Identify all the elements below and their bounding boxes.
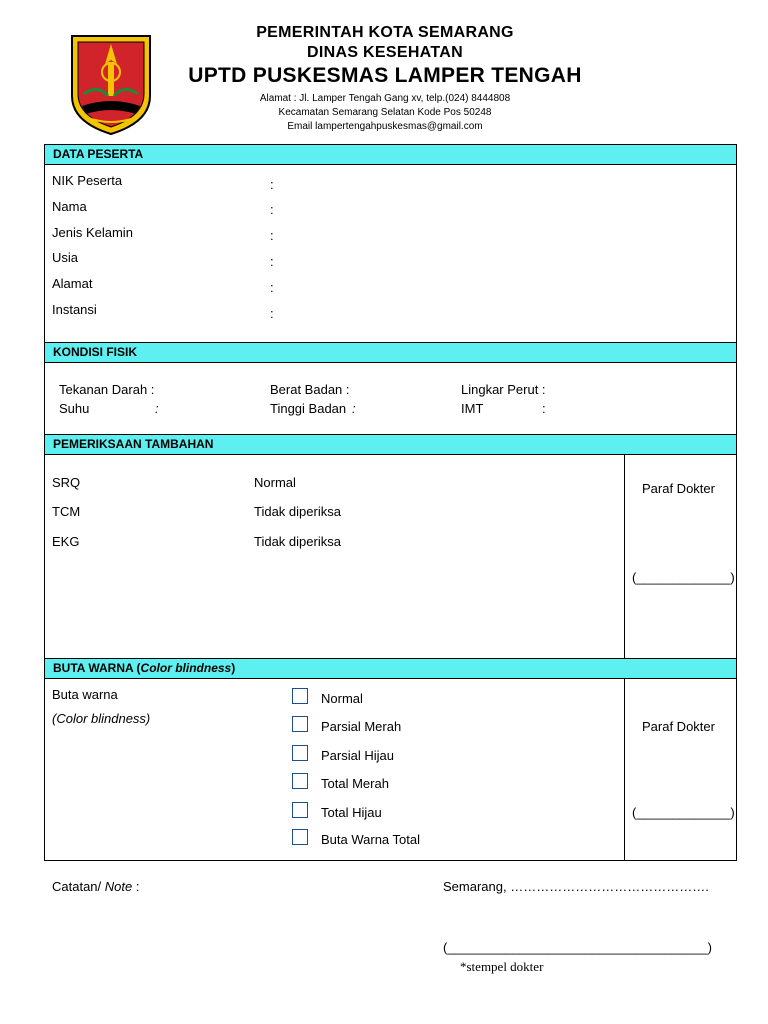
field-label-usia: Usia xyxy=(52,250,79,265)
buta-warna-label: Buta warna xyxy=(52,687,118,702)
label-tinggi-badan: Tinggi Badan xyxy=(270,401,347,416)
field-label-jenis-kelamin: Jenis Kelamin xyxy=(52,225,133,240)
checkbox-total-merah[interactable] xyxy=(292,773,308,789)
field-colon-usia: : xyxy=(270,254,274,269)
divider-paraf-pemeriksaan xyxy=(624,455,625,658)
field-label-nik: NIK Peserta xyxy=(52,173,123,188)
section-pemeriksaan-header: PEMERIKSAAN TAMBAHAN xyxy=(44,434,737,455)
label-berat-badan: Berat Badan : xyxy=(270,382,350,397)
stempel-dokter-note: *stempel dokter xyxy=(460,959,544,974)
checkbox-buta-warna-total[interactable] xyxy=(292,829,308,845)
exam-value-tcm: Tidak diperiksa xyxy=(254,504,341,519)
field-colon-nik: : xyxy=(270,177,274,192)
exam-label-ekg: EKG xyxy=(52,534,80,549)
buta-warna-title-suffix: ) xyxy=(231,661,236,675)
option-total-hijau: Total Hijau xyxy=(321,805,382,820)
option-parsial-hijau: Parsial Hijau xyxy=(321,748,394,763)
field-colon-alamat: : xyxy=(270,280,274,295)
colon-imt: : xyxy=(542,401,546,416)
header-email: Email lampertengahpuskesmas@gmail.com xyxy=(287,121,483,132)
buta-warna-title-italic: Color blindness xyxy=(140,661,232,675)
label-tekanan-darah: Tekanan Darah : xyxy=(59,382,155,397)
checkbox-normal[interactable] xyxy=(292,688,308,704)
section-data-peserta-header: DATA PESERTA xyxy=(44,144,737,165)
catatan-colon: : xyxy=(132,879,140,894)
header-agency: DINAS KESEHATAN xyxy=(307,44,463,61)
exam-label-srq: SRQ xyxy=(52,475,81,490)
section-kondisi-fisik-header: KONDISI FISIK xyxy=(44,342,737,363)
divider-paraf-buta-warna xyxy=(624,679,625,861)
checkbox-total-hijau[interactable] xyxy=(292,802,308,818)
exam-value-srq: Normal xyxy=(254,475,296,490)
catatan-text: Catatan/ xyxy=(52,879,105,894)
section-buta-warna-header xyxy=(44,658,737,679)
header-institution: UPTD PUSKESMAS LAMPER TENGAH xyxy=(188,64,582,87)
buta-warna-label-en: (Color blindness) xyxy=(52,711,151,726)
label-imt: IMT xyxy=(461,401,484,416)
label-lingkar-perut: Lingkar Perut : xyxy=(461,382,546,397)
paraf-dokter-label-2: Paraf Dokter xyxy=(642,719,715,734)
colon-tinggi-badan: : xyxy=(352,401,356,416)
field-colon-jenis-kelamin: : xyxy=(270,228,274,243)
checkbox-parsial-hijau[interactable] xyxy=(292,745,308,761)
catatan-note: Note xyxy=(104,879,133,894)
option-normal: Normal xyxy=(321,691,363,706)
paraf-dokter-signature-line[interactable]: (_____________) xyxy=(632,570,735,585)
buta-warna-title-prefix: BUTA WARNA ( xyxy=(53,661,141,675)
field-colon-instansi: : xyxy=(270,306,274,321)
option-total-merah: Total Merah xyxy=(321,776,389,791)
catatan-label xyxy=(52,879,139,894)
field-colon-nama: : xyxy=(270,202,274,217)
kota-semarang-emblem-icon xyxy=(70,34,152,136)
field-label-instansi: Instansi xyxy=(52,302,97,317)
exam-label-tcm: TCM xyxy=(52,504,81,519)
doctor-signature-line[interactable]: (____________________________________) xyxy=(443,940,712,955)
paraf-dokter-label: Paraf Dokter xyxy=(642,481,715,496)
checkbox-parsial-merah[interactable] xyxy=(292,716,308,732)
header-district: Kecamatan Semarang Selatan Kode Pos 50248 xyxy=(278,107,492,118)
header-address: Alamat : Jl. Lamper Tengah Gang xv, telp.(024) 8444808 xyxy=(259,93,511,104)
option-buta-warna-total: Buta Warna Total xyxy=(321,832,420,847)
field-label-alamat: Alamat xyxy=(52,276,93,291)
semarang-date: Semarang, ………………………………………. xyxy=(443,879,709,894)
paraf-dokter-signature-line-2[interactable]: (_____________) xyxy=(632,805,735,820)
colon-suhu: : xyxy=(155,401,159,416)
header-government: PEMERINTAH KOTA SEMARANG xyxy=(256,24,514,41)
option-parsial-merah: Parsial Merah xyxy=(321,719,402,734)
field-label-nama: Nama xyxy=(52,199,87,214)
exam-value-ekg: Tidak diperiksa xyxy=(254,534,341,549)
label-suhu: Suhu xyxy=(59,401,90,416)
